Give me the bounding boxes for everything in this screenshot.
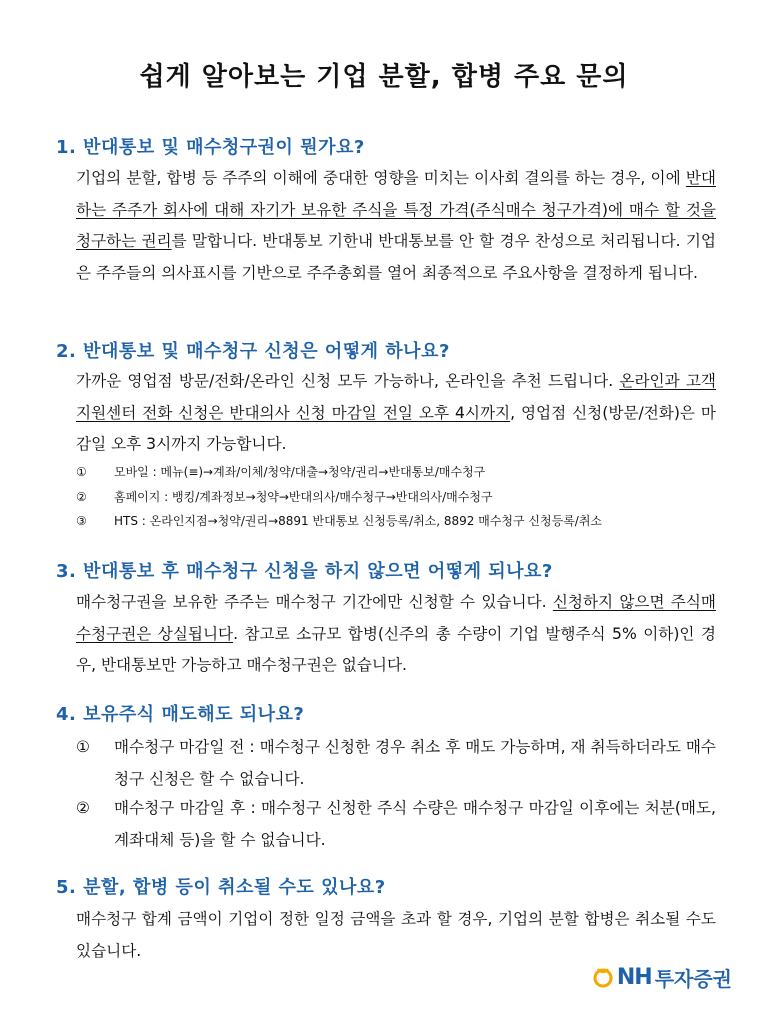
logo-company-text: 투자증권 <box>654 966 732 991</box>
question-1-heading: 1. 반대통보 및 매수청구권이 뭔가요? <box>56 137 365 158</box>
q3-text-a: 매수청구권을 보유한 주주는 매수청구 기간에만 신청할 수 있습니다. <box>76 593 553 611</box>
question-3-heading: 3. 반대통보 후 매수청구 신청을 하지 않으면 어떻게 되나요? <box>56 561 553 582</box>
question-5-answer: 매수청구 합계 금액이 기업이 정한 일정 금액을 초과 할 경우, 기업의 분할 합병은 취소될 수도 있습니다. <box>76 910 716 960</box>
question-2-answer <box>76 366 716 461</box>
page-title: 쉽게 알아보는 기업 분할, 합병 주요 문의 <box>139 62 629 92</box>
list-item: ③ HTS : 온라인지점→청약/권리→8891 반대통보 신청등록/취소, 8892 매수청구 신청등록/취소 <box>76 514 603 528</box>
question-1-answer <box>76 163 716 289</box>
q2-text-a: 가까운 영업점 방문/전화/온라인 신청 모두 가능하나, 온라인을 추천 드립니다. <box>76 372 620 390</box>
question-3-answer <box>76 587 716 682</box>
q3-text-b: . 참고로 소규모 합병(신주의 총 수량이 기업 발행주식 5% 이하)인 경우, 반대통보만 가능하고 매수청구권은 없습니다. <box>76 624 717 674</box>
question-5-heading: 5. 분할, 합병 등이 취소될 수도 있나요? <box>56 877 386 898</box>
list-item: ① 매수청구 마감일 전 : 매수청구 신청한 경우 취소 후 매도 가능하며, 재 취득하더라도 매수청구 신청은 할 수 없습니다. <box>76 738 716 788</box>
q2-text-underlined: 온라인과 고객지원센터 전화 신청은 반대의사 신청 마감일 전일 오후 4시까지 <box>76 372 716 422</box>
list-item: ② 매수청구 마감일 후 : 매수청구 신청한 주식 수량은 매수청구 마감일 이후에는 처분(매도, 계좌대체 등)을 할 수 없습니다. <box>76 799 716 849</box>
q1-text-b: 를 말합니다. 반대통보 기한내 반대통보를 안 할 경우 찬성으로 처리됩니다. 기업은 주주들의 의사표시를 기반으로 주주총회를 열어 최종적으로 주요사항을 결정하게 됩니다. <box>76 232 716 282</box>
question-2-heading: 2. 반대통보 및 매수청구 신청은 어떻게 하나요? <box>56 341 450 362</box>
q1-text-underlined: 반대하는 주주가 회사에 대해 자기가 보유한 주식을 특정 가격(주식매수 청구가격)에 매수 할 것을 청구하는 권리 <box>76 169 716 250</box>
q1-text-a: 기업의 분할, 합병 등 주주의 이해에 중대한 영향을 미치는 이사회 결의를 하는 경우, 이에 <box>76 169 686 187</box>
list-item: ① 모바일 : 메뉴(≡)→계좌/이체/청약/대출→청약/권리→반대통보/매수청구 <box>76 465 486 479</box>
nh-logo-mark-icon <box>592 966 614 988</box>
nh-investment-logo <box>592 964 732 990</box>
q3-text-underlined: 신청하지 않으면 주식매수청구권은 상실됩니다 <box>76 593 716 643</box>
q2-text-b: , 영업점 신청(방문/전화)은 마감일 오후 3시까지 가능합니다. <box>76 403 716 453</box>
logo-nh-text: NH <box>616 964 652 990</box>
list-item: ② 홈페이지 : 뱅킹/계좌정보→청약→반대의사/매수청구→반대의사/매수청구 <box>76 490 493 504</box>
question-4-heading: 4. 보유주식 매도해도 되나요? <box>56 704 305 725</box>
